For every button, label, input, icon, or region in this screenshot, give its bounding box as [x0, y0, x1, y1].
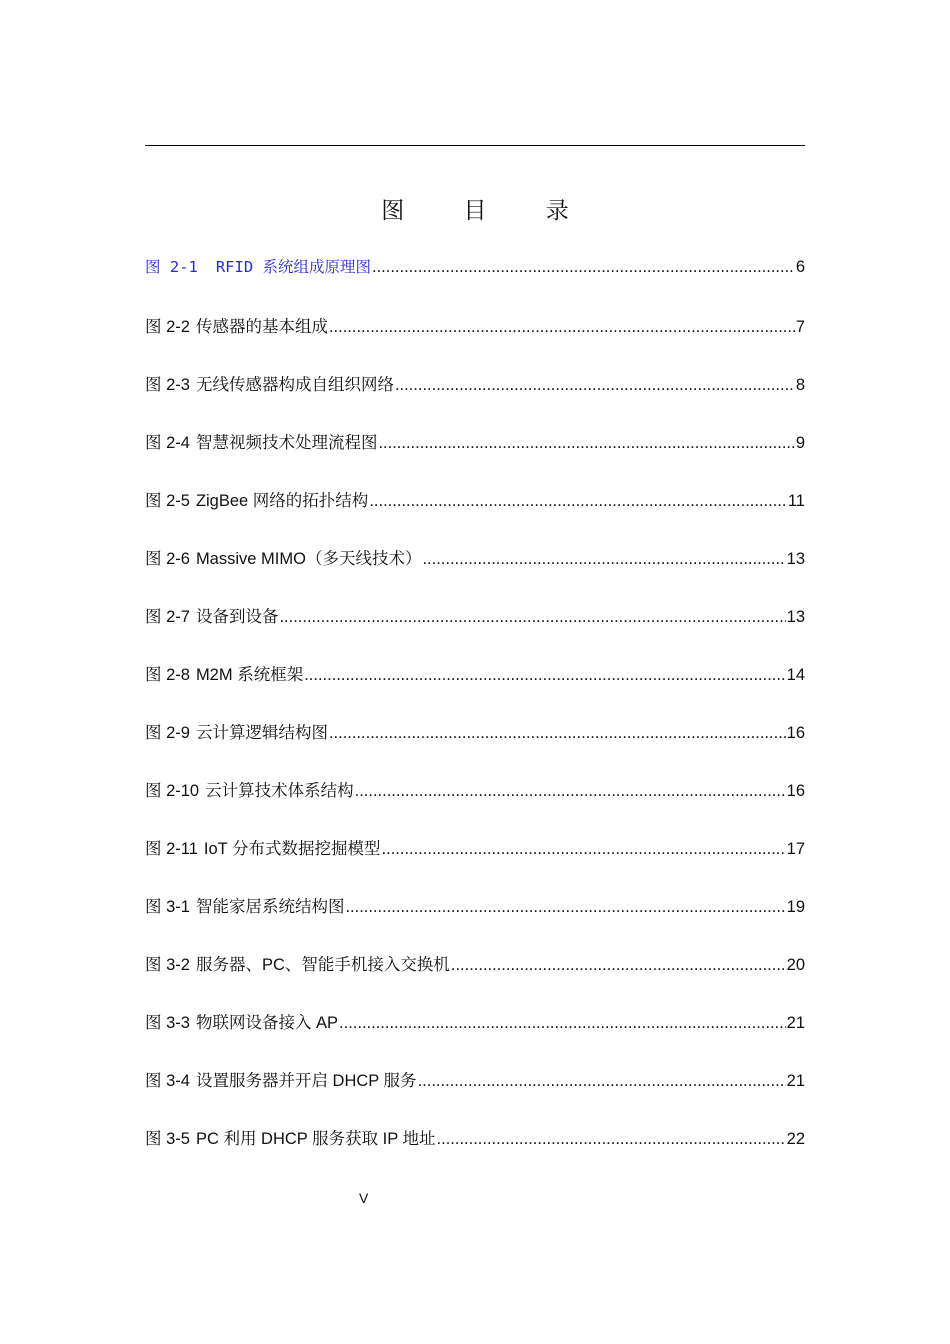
figure-title: 智慧视频技术处理流程图 [195, 434, 378, 452]
toc-entry-label [145, 255, 371, 277]
figure-title: M2M 系统框架 [195, 666, 304, 684]
page-ref: 17 [786, 840, 805, 858]
toc-entry-label [145, 487, 368, 511]
toc-entry[interactable] [145, 1125, 805, 1183]
figure-title: Massive MIMO（多天线技术） [195, 550, 422, 568]
toc-entry-label [145, 603, 278, 627]
page-ref: 14 [786, 666, 805, 684]
dot-leader [355, 782, 786, 801]
figure-number: 图 2-10 [145, 782, 200, 800]
header-rule [145, 145, 805, 146]
figure-number: 图 2-11 [145, 840, 198, 858]
dot-leader [422, 550, 785, 569]
dot-leader [451, 956, 786, 975]
figure-title: PC 利用 DHCP 服务获取 IP 地址 [195, 1130, 436, 1148]
toc-entry[interactable] [145, 777, 805, 835]
figure-number: 图 3-4 [145, 1072, 190, 1090]
toc-entry[interactable] [145, 313, 805, 371]
dot-leader [395, 376, 795, 395]
figure-number: 图 2-7 [145, 608, 190, 626]
page-ref: 20 [786, 956, 805, 974]
page-ref: 6 [795, 258, 805, 276]
dot-leader [329, 318, 795, 337]
figure-number: 图 2-4 [145, 434, 190, 452]
toc-entry-label [145, 545, 421, 569]
page-number: V [359, 1190, 369, 1206]
toc-entry[interactable] [145, 603, 805, 661]
toc-entry[interactable] [145, 255, 805, 313]
figure-title: 智能家居系统结构图 [195, 898, 345, 916]
dot-leader [304, 666, 785, 685]
figure-number: 图 2-3 [145, 376, 190, 394]
dot-leader [339, 1014, 786, 1033]
toc-entry[interactable] [145, 835, 805, 893]
page-ref: 8 [795, 376, 805, 394]
toc-entry-label [145, 835, 381, 859]
dot-leader [345, 898, 785, 917]
page-ref: 13 [786, 608, 805, 626]
figure-title: 传感器的基本组成 [195, 318, 328, 336]
figure-number: 图 2-8 [145, 666, 190, 684]
toc-entry[interactable] [145, 487, 805, 545]
toc-entry[interactable] [145, 893, 805, 951]
figure-number: 图 3-2 [145, 956, 190, 974]
dot-leader [372, 258, 795, 277]
figure-title: ZigBee 网络的拓扑结构 [195, 492, 369, 510]
figure-number: 图 2-1 [145, 258, 198, 276]
figure-title: 无线传感器构成自组织网络 [195, 376, 394, 394]
figure-number: 图 2-2 [145, 318, 190, 336]
dot-leader [378, 434, 794, 453]
figure-list [145, 255, 805, 1183]
toc-entry-label [145, 429, 377, 453]
dot-leader [382, 840, 786, 859]
figure-number: 图 3-1 [145, 898, 190, 916]
figure-number: 图 3-3 [145, 1014, 190, 1032]
toc-entry[interactable] [145, 951, 805, 1009]
dot-leader [329, 724, 786, 743]
page-ref: 22 [786, 1130, 805, 1148]
figure-title: 服务器、PC、智能手机接入交换机 [195, 956, 450, 974]
toc-entry-label [145, 371, 394, 395]
page-ref: 13 [786, 550, 805, 568]
toc-entry-label [145, 777, 354, 801]
figure-number: 图 2-5 [145, 492, 190, 510]
page-title: 图 目 录 [381, 198, 595, 224]
toc-entry[interactable] [145, 545, 805, 603]
page-ref: 21 [786, 1072, 805, 1090]
toc-entry[interactable] [145, 429, 805, 487]
toc-entry-label [145, 1009, 338, 1033]
figure-title: 设备到设备 [195, 608, 279, 626]
page-ref: 16 [786, 724, 805, 742]
dot-leader [418, 1072, 786, 1091]
page-ref: 21 [786, 1014, 805, 1032]
dot-leader [437, 1130, 786, 1149]
toc-entry-label [145, 661, 303, 685]
page-ref: 11 [787, 492, 805, 510]
toc-entry-label [145, 1125, 436, 1149]
figure-title: 云计算技术体系结构 [205, 782, 354, 800]
figure-number: 图 2-6 [145, 550, 190, 568]
figure-title: RFID 系统组成原理图 [215, 258, 371, 276]
figure-title: 设置服务器并开启 DHCP 服务 [195, 1072, 417, 1090]
toc-entry-label [145, 719, 328, 743]
toc-entry[interactable] [145, 1009, 805, 1067]
page-ref: 7 [795, 318, 805, 336]
figure-title: 云计算逻辑结构图 [195, 724, 328, 742]
toc-entry-label [145, 1067, 417, 1091]
toc-entry[interactable] [145, 371, 805, 429]
figure-title: IoT 分布式数据挖掘模型 [203, 840, 381, 858]
page-ref: 9 [795, 434, 805, 452]
dot-leader [279, 608, 785, 627]
dot-leader [369, 492, 787, 511]
toc-entry[interactable] [145, 661, 805, 719]
toc-entry[interactable] [145, 1067, 805, 1125]
figure-number: 图 2-9 [145, 724, 190, 742]
figure-title: 物联网设备接入 AP [195, 1014, 339, 1032]
toc-entry-label [145, 951, 450, 975]
toc-entry[interactable] [145, 719, 805, 777]
page-ref: 19 [786, 898, 805, 916]
figure-number: 图 3-5 [145, 1130, 190, 1148]
toc-entry-label [145, 893, 344, 917]
page-ref: 16 [786, 782, 805, 800]
toc-entry-label [145, 313, 328, 337]
